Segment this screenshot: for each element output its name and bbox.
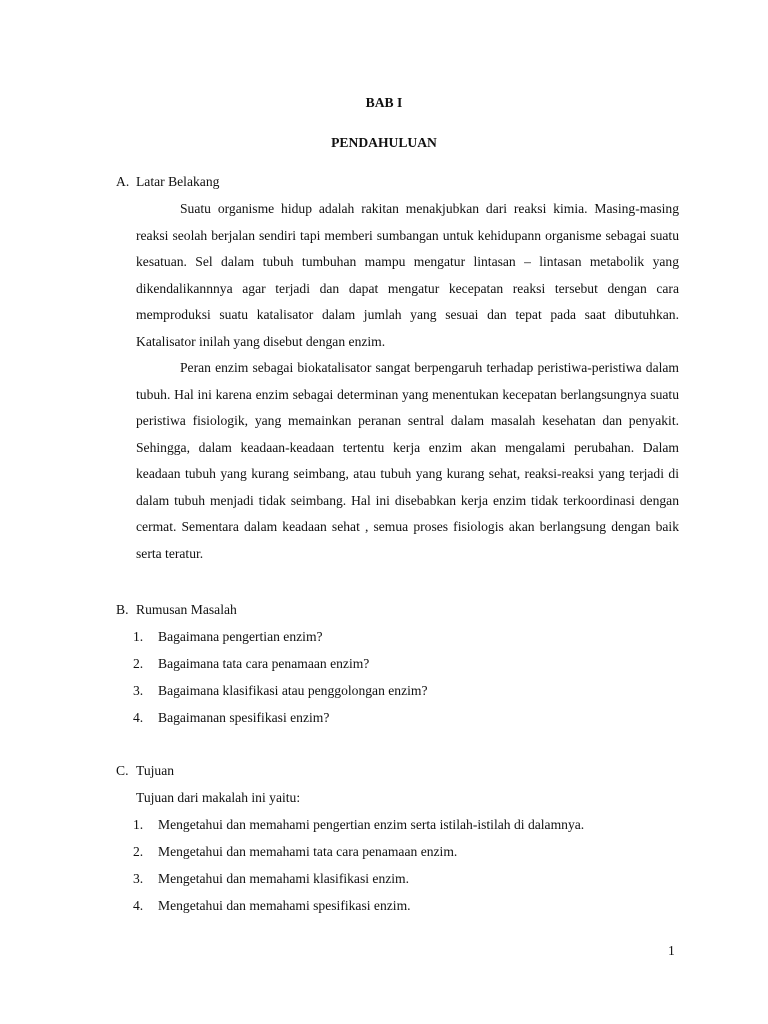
item-text: Bagaimanan spesifikasi enzim?: [158, 710, 330, 725]
item-text: Bagaimana tata cara penamaan enzim?: [158, 656, 370, 671]
section-a-letter: A.: [116, 174, 130, 189]
section-a-heading: [116, 174, 219, 190]
list-item: [133, 710, 428, 737]
item-text: Mengetahui dan memahami spesifikasi enzim.: [158, 898, 411, 913]
section-b-title: Rumusan Masalah: [136, 602, 237, 617]
item-number: 3.: [133, 683, 144, 698]
item-number: 1.: [133, 629, 144, 644]
list-item: [133, 656, 428, 683]
section-c-heading: [116, 763, 174, 779]
item-text: Mengetahui dan memahami tata cara penamaan enzim.: [158, 844, 458, 859]
item-number: 4.: [133, 898, 144, 913]
section-a-title: Latar Belakang: [136, 174, 220, 189]
problem-list: [133, 629, 428, 737]
list-item: [133, 871, 584, 898]
section-a-body: [136, 196, 679, 567]
page-number: 1: [668, 943, 675, 958]
item-number: 4.: [133, 710, 144, 725]
item-number: 2.: [133, 844, 144, 859]
list-item: [133, 683, 428, 710]
item-number: 3.: [133, 871, 144, 886]
section-c-title: Tujuan: [136, 763, 175, 778]
chapter-title: PENDAHULUAN: [331, 135, 437, 150]
list-item: [133, 817, 584, 844]
section-b-letter: B.: [116, 602, 129, 617]
goal-list: [133, 817, 584, 925]
item-text: Mengetahui dan memahami pengertian enzim serta istilah-istilah di dalamnya.: [158, 817, 585, 832]
list-item: [133, 844, 584, 871]
item-text: Bagaimana klasifikasi atau penggolongan enzim?: [158, 683, 428, 698]
item-text: Mengetahui dan memahami klasifikasi enzim.: [158, 871, 410, 886]
item-number: 2.: [133, 656, 144, 671]
list-item: [133, 629, 428, 656]
list-item: [133, 898, 584, 925]
section-b-heading: [116, 602, 237, 618]
item-text: Bagaimana pengertian enzim?: [158, 629, 323, 644]
section-c-letter: C.: [116, 763, 129, 778]
paragraph-1: Suatu organisme hidup adalah rakitan menakjubkan dari reaksi kimia. Masing-masing reaksi seolah berjalan sendiri tapi memberi sumbangan untuk kehidupann organisme sebagai suatu kesatuan. Sel dalam tubuh tumbuhan mampu mengatur lintasan – lintasan metabolik yang dikendalikannnya agar terjadi dan dapat mengatur kecepatan reaksi tersebut dengan cara memproduksi suatu katalisator dalam jumlah yang sesuai dan tepat pada saat dibutuhkan. Katalisator inilah yang disebut dengan enzim.: [136, 201, 679, 349]
paragraph-2: Peran enzim sebagai biokatalisator sangat berpengaruh terhadap peristiwa-peristiwa dalam tubuh. Hal ini karena enzim sebagai determinan yang menentukan kecepatan berlangsungnya suatu peristiwa fisiologik, yang memainkan peranan sentral dalam masalah kesehatan dan penyakit. Sehingga, dalam keadaan-keadaan tertentu kerja enzim akan mengalami perubahan. Dalam keadaan tubuh yang kurang seimbang, atau tubuh yang kurang sehat, reaksi-reaksi yang terjadi di dalam tubuh menjadi tidak seimbang. Hal ini disebabkan kerja enzim tidak terkoordinasi dengan cermat. Sementara dalam keadaan sehat , semua proses fisiologis akan berlangsung dengan baik serta teratur.: [136, 360, 679, 561]
item-number: 1.: [133, 817, 144, 832]
section-c-intro: Tujuan dari makalah ini yaitu:: [136, 790, 301, 805]
chapter-label: BAB I: [365, 95, 403, 110]
